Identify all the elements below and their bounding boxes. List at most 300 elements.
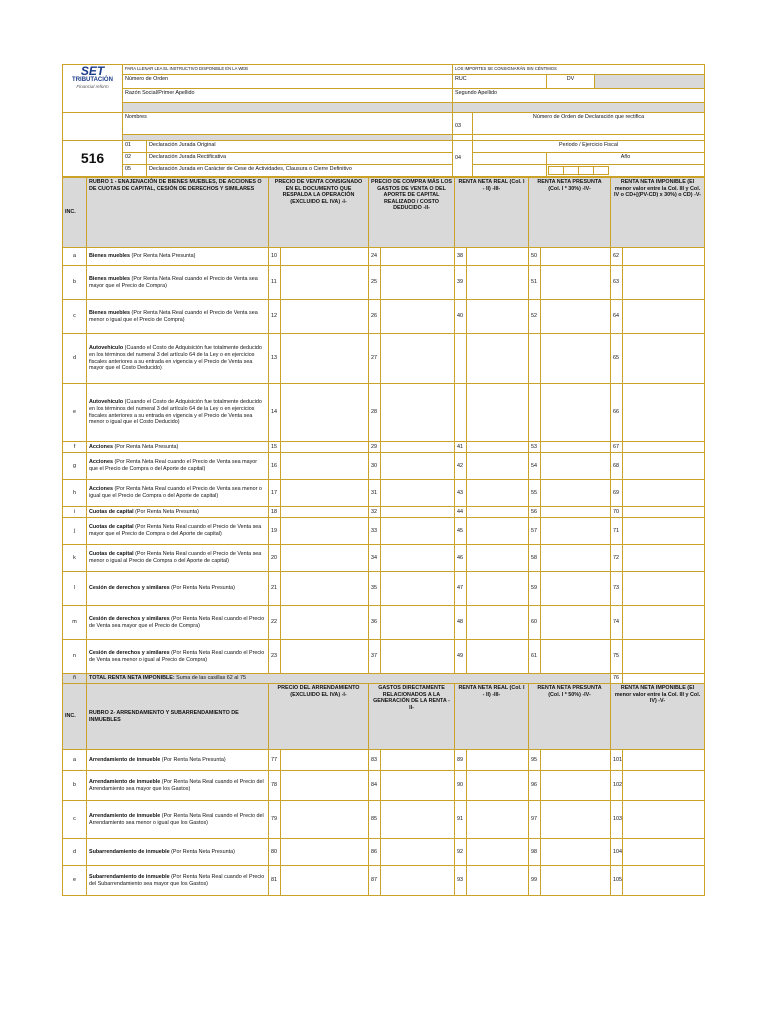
cell-input-c4[interactable] xyxy=(541,750,611,771)
cell-input-c3[interactable] xyxy=(467,866,529,896)
cell-input-c3[interactable] xyxy=(467,507,529,518)
row-inc: l xyxy=(63,572,87,606)
cell-code-c5: 101 xyxy=(611,750,623,771)
cell-input-c4[interactable] xyxy=(541,572,611,606)
ruc-field[interactable] xyxy=(453,75,547,89)
row-description xyxy=(87,750,269,771)
cell-input-c2[interactable] xyxy=(381,300,455,334)
row-item-bold: Cesión de derechos y similares xyxy=(89,585,170,592)
row-inc: m xyxy=(63,606,87,640)
cell-input-c1[interactable] xyxy=(281,266,369,300)
row-item-text: (Por Renta Neta Presunta) xyxy=(160,756,226,763)
rubro2-title: RUBRO 2- ARRENDAMIENTO Y SUBARRENDAMIENTO DE INMUEBLES xyxy=(87,684,269,750)
cell-code-c1: 80 xyxy=(269,839,281,866)
logo-mark: SET xyxy=(80,64,105,78)
total-inc: ñ xyxy=(63,674,87,684)
table-row xyxy=(63,839,705,866)
cell-input-c1[interactable] xyxy=(281,545,369,572)
cell-input-c4[interactable] xyxy=(541,480,611,507)
cell-input-c3[interactable] xyxy=(467,606,529,640)
cell-input-c5[interactable] xyxy=(623,545,705,572)
cell-input-c2[interactable] xyxy=(381,801,455,839)
cell-code-c1: 77 xyxy=(269,750,281,771)
cell-input-c2[interactable] xyxy=(381,606,455,640)
cell-input-c3[interactable] xyxy=(467,640,529,674)
rubro1-col2-header: PRECIO DE COMPRA MÁS LOS GASTOS DE VENTA O DEL APORTE DE CAPITAL REALIZADO / COSTO DEDUCIDO -II- xyxy=(369,178,455,248)
code-04: 04 xyxy=(453,141,473,177)
cell-input-c5[interactable] xyxy=(623,866,705,896)
row-item-bold: Cesión de derechos y similares xyxy=(89,649,170,656)
rubro1-col3-header: RENTA NETA REAL (Col. I - II) -III- xyxy=(455,178,529,248)
cell-input-c3[interactable] xyxy=(467,300,529,334)
row-inc: g xyxy=(63,453,87,480)
cell-input-c4[interactable] xyxy=(541,248,611,266)
row-item-text: (Cuando el Costo de Adquisición fue totalmente deducido en los términos del numeral 3 del artículo 64 de la Ley o en ejercicios fiscales anteriores a su entrada en vigencia y el Precio de Venta sea mayor que el Costo Deducido) xyxy=(89,345,262,372)
row-inc: b xyxy=(63,771,87,801)
row-item-bold: Cuotas de capital xyxy=(89,524,134,531)
row-inc: c xyxy=(63,801,87,839)
cell-input-c1[interactable] xyxy=(281,750,369,771)
form-number: 516 xyxy=(63,141,123,177)
table-row xyxy=(63,384,705,442)
cell-code-c2: 36 xyxy=(369,606,381,640)
cell-code-c3: 42 xyxy=(455,453,467,480)
cell-code-c2: 87 xyxy=(369,866,381,896)
cell-input-c1[interactable] xyxy=(281,606,369,640)
cell-input-c4[interactable] xyxy=(541,866,611,896)
row-item-text: (Por Renta Neta Real cuando el Precio del Subarrendamiento sea mayor que los Gastos) xyxy=(89,873,265,887)
cell-code-c3: 47 xyxy=(455,572,467,606)
rubro2-col3-header: RENTA NETA REAL (Col. I - II) -III- xyxy=(455,684,529,750)
cell-input-c1[interactable] xyxy=(281,453,369,480)
period-label: Periodo / Ejercicio Fiscal xyxy=(473,141,705,153)
cell-input-c4[interactable] xyxy=(541,771,611,801)
cell-code-c2: 34 xyxy=(369,545,381,572)
table-row xyxy=(63,453,705,480)
row-item-bold: Subarrendamiento de inmueble xyxy=(89,848,170,855)
cell-input-c3[interactable] xyxy=(467,750,529,771)
cell-code-c2: 83 xyxy=(369,750,381,771)
decl-code-01: 01 xyxy=(123,141,147,153)
row-item-bold: Autovehículo xyxy=(89,399,124,406)
cell-input-c3[interactable] xyxy=(467,771,529,801)
row-description xyxy=(87,572,269,606)
cell-input-c2[interactable] xyxy=(381,480,455,507)
cell-code-c3: 40 xyxy=(455,300,467,334)
cell-code-c5: 63 xyxy=(611,266,623,300)
row-item-bold: Cuotas de capital xyxy=(89,551,134,558)
cell-code-c4 xyxy=(529,334,541,384)
cell-input-c2[interactable] xyxy=(381,572,455,606)
cell-input-c4[interactable] xyxy=(541,334,611,384)
table-row xyxy=(63,266,705,300)
second-surname-field[interactable]: Segundo Apellido xyxy=(453,89,705,103)
total-code: 76 xyxy=(611,674,623,684)
rubro2-inc-header: INC. xyxy=(63,684,87,750)
decl-code-02: 02 xyxy=(123,153,147,165)
cell-code-c5: 66 xyxy=(611,384,623,442)
cell-input-c5[interactable] xyxy=(623,518,705,545)
cell-code-c3: 89 xyxy=(455,750,467,771)
cell-code-c1: 20 xyxy=(269,545,281,572)
cell-input-c3[interactable] xyxy=(467,480,529,507)
cell-input-c1[interactable] xyxy=(281,771,369,801)
dv-field[interactable] xyxy=(595,75,705,89)
cell-code-c1: 78 xyxy=(269,771,281,801)
row-inc: e xyxy=(63,866,87,896)
cell-code-c5: 68 xyxy=(611,453,623,480)
cell-input-c2[interactable] xyxy=(381,866,455,896)
cell-input-c1[interactable] xyxy=(281,866,369,896)
rubro2-col4-header: RENTA NETA PRESUNTA (Col. I * 50%) -IV- xyxy=(529,684,611,750)
period-blank xyxy=(473,153,547,165)
cell-input-c2[interactable] xyxy=(381,507,455,518)
row-inc: d xyxy=(63,334,87,384)
period-blank-2 xyxy=(473,165,547,177)
cell-code-c3: 93 xyxy=(455,866,467,896)
row-item-bold: Arrendamiento de inmueble xyxy=(89,812,161,819)
cell-input-c4[interactable] xyxy=(541,507,611,518)
ruc-label: RUC xyxy=(455,76,467,82)
rectify-order-field[interactable]: Número de Orden de Declaración que rectifica xyxy=(473,113,705,135)
cell-input-c5[interactable] xyxy=(623,640,705,674)
logo xyxy=(63,65,123,113)
rubro1-col5-header: RENTA NETA IMPONIBLE (El menor valor entre la Col. III y Col. IV o CD+[(PV-CD) x 30%) o CD) -V- xyxy=(611,178,705,248)
cell-code-c3: 41 xyxy=(455,442,467,453)
cell-input-c1[interactable] xyxy=(281,384,369,442)
cell-code-c2: 35 xyxy=(369,572,381,606)
second-surname-input[interactable] xyxy=(453,103,705,113)
dv-label: DV xyxy=(547,75,595,89)
cell-input-c4[interactable] xyxy=(541,839,611,866)
rubro1-col1-header: PRECIO DE VENTA CONSIGNADO EN EL DOCUMENTO QUE RESPALDA LA OPERACIÓN (EXCLUIDO EL IVA) -I- xyxy=(269,178,369,248)
cell-input-c3[interactable] xyxy=(467,545,529,572)
business-name-field[interactable]: Razón Social/Primer Apellido xyxy=(123,89,453,103)
table-row xyxy=(63,640,705,674)
rubro2-col5-header: RENTA NETA IMPONIBLE (El menor valor entre la Col. III y Col. IV) -V- xyxy=(611,684,705,750)
decl-code-05: 05 xyxy=(123,165,147,177)
cell-input-c3[interactable] xyxy=(467,839,529,866)
row-inc: a xyxy=(63,248,87,266)
form-516 xyxy=(62,64,704,896)
cell-input-c1[interactable] xyxy=(281,300,369,334)
cell-code-c3: 49 xyxy=(455,640,467,674)
cell-input-c4[interactable] xyxy=(541,518,611,545)
cell-input-c4[interactable] xyxy=(541,606,611,640)
row-item-bold: Bienes muebles xyxy=(89,309,131,316)
row-description xyxy=(87,300,269,334)
row-item-bold: Autovehículo xyxy=(89,345,124,352)
cell-input-c1[interactable] xyxy=(281,572,369,606)
cell-code-c1: 12 xyxy=(269,300,281,334)
cell-input-c5[interactable] xyxy=(623,572,705,606)
cell-input-c2[interactable] xyxy=(381,384,455,442)
cell-code-c5: 67 xyxy=(611,442,623,453)
cell-code-c2: 86 xyxy=(369,839,381,866)
row-inc: b xyxy=(63,266,87,300)
cell-code-c4: 95 xyxy=(529,750,541,771)
cell-input-c1[interactable] xyxy=(281,801,369,839)
cell-input-c1[interactable] xyxy=(281,442,369,453)
decl-original[interactable]: Declaración Jurada Original xyxy=(147,141,453,153)
code-03: 03 xyxy=(453,113,473,135)
cell-input-c5[interactable] xyxy=(623,771,705,801)
table-row xyxy=(63,866,705,896)
cell-code-c2: 27 xyxy=(369,334,381,384)
cell-code-c3: 92 xyxy=(455,839,467,866)
cell-code-c3: 45 xyxy=(455,518,467,545)
table-row xyxy=(63,248,705,266)
total-value[interactable] xyxy=(623,674,705,684)
cell-code-c3: 48 xyxy=(455,606,467,640)
row-item-text: (Por Renta Neta Presunta) xyxy=(169,585,235,592)
cell-code-c4: 55 xyxy=(529,480,541,507)
cell-code-c2: 28 xyxy=(369,384,381,442)
cell-code-c4: 60 xyxy=(529,606,541,640)
cell-input-c1[interactable] xyxy=(281,334,369,384)
cell-input-c2[interactable] xyxy=(381,248,455,266)
row-inc: k xyxy=(63,545,87,572)
cell-code-c4: 56 xyxy=(529,507,541,518)
cell-input-c4[interactable] xyxy=(541,545,611,572)
cell-code-c4: 52 xyxy=(529,300,541,334)
cell-input-c2[interactable] xyxy=(381,771,455,801)
cell-code-c2: 32 xyxy=(369,507,381,518)
cell-input-c5[interactable] xyxy=(623,839,705,866)
row-description xyxy=(87,480,269,507)
cell-code-c2: 26 xyxy=(369,300,381,334)
cell-code-c4: 96 xyxy=(529,771,541,801)
cell-code-c5: 62 xyxy=(611,248,623,266)
names-field[interactable]: Nombres xyxy=(123,113,453,135)
row-description xyxy=(87,266,269,300)
cell-input-c3[interactable] xyxy=(467,453,529,480)
cell-input-c3[interactable] xyxy=(467,248,529,266)
row-description xyxy=(87,248,269,266)
row-item-text: (Por Renta Neta Presunta) xyxy=(169,848,235,855)
cell-code-c1: 18 xyxy=(269,507,281,518)
cell-input-c4[interactable] xyxy=(541,384,611,442)
order-number-field[interactable]: Número de Orden xyxy=(123,75,453,89)
row-inc: c xyxy=(63,300,87,334)
cell-code-c1: 17 xyxy=(269,480,281,507)
logo-spacer xyxy=(63,113,123,141)
amounts-note: LOS IMPORTES SE CONSIGNARÁN SIN CÉNTIMOS xyxy=(453,65,705,75)
row-description xyxy=(87,507,269,518)
cell-code-c5: 73 xyxy=(611,572,623,606)
cell-input-c3[interactable] xyxy=(467,572,529,606)
row-item-bold: Acciones xyxy=(89,459,113,466)
cell-code-c5: 72 xyxy=(611,545,623,572)
row-item-text: (Por Renta Neta Real cuando el Precio de Venta sea menor o igual que el Precio de Compra o del Aporte de capital) xyxy=(89,486,262,499)
cell-code-c5: 105 xyxy=(611,866,623,896)
row-item-text: (Por Renta Neta Real cuando el Precio de Venta sea menor o igual al Precio de Compra o del Aporte de capital) xyxy=(89,551,262,564)
row-description xyxy=(87,334,269,384)
cell-input-c3[interactable] xyxy=(467,518,529,545)
cell-input-c1[interactable] xyxy=(281,248,369,266)
cell-code-c1: 19 xyxy=(269,518,281,545)
cell-code-c3: 44 xyxy=(455,507,467,518)
cell-input-c2[interactable] xyxy=(381,453,455,480)
cell-code-c4: 98 xyxy=(529,839,541,866)
row-item-text: (Por Renta Neta Real cuando el Precio de Venta sea mayor que el Precio de Compra o del Aporte de capital) xyxy=(89,459,258,472)
cell-input-c2[interactable] xyxy=(381,640,455,674)
table-row xyxy=(63,480,705,507)
total-bold: TOTAL RENTA NETA IMPONIBLE: xyxy=(89,675,175,681)
cell-input-c4[interactable] xyxy=(541,442,611,453)
cell-input-c5[interactable] xyxy=(623,384,705,442)
cell-code-c1: 15 xyxy=(269,442,281,453)
cell-code-c4: 51 xyxy=(529,266,541,300)
cell-code-c2: 85 xyxy=(369,801,381,839)
row-item-text: (Por Renta Neta Real cuando el Precio del Arrendamiento sea menor o igual que los Gastos) xyxy=(89,812,264,826)
row-description xyxy=(87,606,269,640)
row-item-bold: Subarrendamiento de inmueble xyxy=(89,873,170,880)
cell-code-c2: 24 xyxy=(369,248,381,266)
cell-code-c3 xyxy=(455,334,467,384)
cell-code-c1: 14 xyxy=(269,384,281,442)
cell-input-c1[interactable] xyxy=(281,640,369,674)
cell-code-c3: 90 xyxy=(455,771,467,801)
cell-input-c3[interactable] xyxy=(467,442,529,453)
table-row xyxy=(63,442,705,453)
cell-code-c2: 37 xyxy=(369,640,381,674)
rubro1-inc-header: INC. xyxy=(63,178,87,248)
cell-input-c1[interactable] xyxy=(281,518,369,545)
cell-input-c5[interactable] xyxy=(623,750,705,771)
row-inc: h xyxy=(63,480,87,507)
cell-code-c1: 22 xyxy=(269,606,281,640)
cell-code-c2: 33 xyxy=(369,518,381,545)
cell-code-c4: 57 xyxy=(529,518,541,545)
year-field[interactable] xyxy=(547,165,705,177)
cell-code-c3: 46 xyxy=(455,545,467,572)
cell-code-c1: 10 xyxy=(269,248,281,266)
decl-cese[interactable]: Declaración Jurada en Carácter de Cese de Actividades, Clausura o Cierre Definitivo xyxy=(147,165,453,177)
cell-input-c4[interactable] xyxy=(541,266,611,300)
rubro2-col1-header: PRECIO DEL ARRENDAMIENTO (EXCLUIDO EL IVA) -I- xyxy=(269,684,369,750)
total-label xyxy=(87,674,611,684)
cell-input-c2[interactable] xyxy=(381,266,455,300)
cell-code-c2: 31 xyxy=(369,480,381,507)
row-description xyxy=(87,442,269,453)
cell-code-c3: 39 xyxy=(455,266,467,300)
row-item-text: (Por Renta Neta Real cuando el Precio de Venta sea mayor que el Precio de Compra) xyxy=(89,615,265,629)
cell-code-c2: 25 xyxy=(369,266,381,300)
cell-input-c3[interactable] xyxy=(467,384,529,442)
cell-input-c5[interactable] xyxy=(623,606,705,640)
cell-input-c5[interactable] xyxy=(623,300,705,334)
cell-code-c4: 53 xyxy=(529,442,541,453)
cell-input-c4[interactable] xyxy=(541,640,611,674)
row-description xyxy=(87,640,269,674)
logo-name: TRIBUTACIÓN xyxy=(72,77,113,83)
row-item-bold: Bienes muebles xyxy=(89,253,131,260)
cell-code-c1: 21 xyxy=(269,572,281,606)
cell-code-c4: 61 xyxy=(529,640,541,674)
row-item-text: (Por Renta Neta Real cuando el Precio de Venta sea menor o igual que el Precio de Compra) xyxy=(89,309,258,323)
year-label: Año xyxy=(547,153,705,165)
cell-input-c5[interactable] xyxy=(623,248,705,266)
table-row xyxy=(63,507,705,518)
row-description xyxy=(87,801,269,839)
row-description xyxy=(87,453,269,480)
row-description xyxy=(87,866,269,896)
cell-input-c5[interactable] xyxy=(623,453,705,480)
cell-code-c5: 64 xyxy=(611,300,623,334)
cell-input-c5[interactable] xyxy=(623,266,705,300)
cell-code-c1: 23 xyxy=(269,640,281,674)
row-item-bold: Cesión de derechos y similares xyxy=(89,615,170,622)
business-name-input[interactable] xyxy=(123,103,453,113)
cell-input-c3[interactable] xyxy=(467,266,529,300)
cell-code-c2: 84 xyxy=(369,771,381,801)
row-description xyxy=(87,384,269,442)
cell-code-c4: 59 xyxy=(529,572,541,606)
cell-input-c5[interactable] xyxy=(623,507,705,518)
row-item-bold: Acciones xyxy=(89,486,113,493)
table-row xyxy=(63,300,705,334)
cell-input-c3[interactable] xyxy=(467,801,529,839)
row-item-text: (Por Renta Neta Real cuando el Precio de Venta sea mayor que el Precio de Compra) xyxy=(89,275,258,289)
cell-input-c4[interactable] xyxy=(541,801,611,839)
cell-code-c3 xyxy=(455,384,467,442)
rubro1-table xyxy=(62,177,705,896)
row-item-text: (Por Renta Neta Presunta) xyxy=(133,508,199,515)
cell-input-c5[interactable] xyxy=(623,801,705,839)
cell-input-c1[interactable] xyxy=(281,480,369,507)
cell-code-c4 xyxy=(529,384,541,442)
cell-input-c5[interactable] xyxy=(623,442,705,453)
cell-code-c1: 81 xyxy=(269,866,281,896)
row-description xyxy=(87,839,269,866)
row-item-text: (Por Renta Neta Presunta) xyxy=(130,253,196,260)
rubro1-col4-header: RENTA NETA PRESUNTA (Col. I * 30%) -IV- xyxy=(529,178,611,248)
cell-code-c5: 75 xyxy=(611,640,623,674)
cell-input-c5[interactable] xyxy=(623,334,705,384)
row-item-text: (Cuando el Costo de Adquisición fue totalmente deducido en los términos del numeral 3 del artículo 64 de la Ley o en ejercicios fiscales anteriores a su entrada en vigencia y el Precio de Venta sea menor o igual que el Costo Deducido) xyxy=(89,399,262,426)
cell-input-c4[interactable] xyxy=(541,453,611,480)
cell-input-c1[interactable] xyxy=(281,839,369,866)
cell-code-c1: 13 xyxy=(269,334,281,384)
row-inc: a xyxy=(63,750,87,771)
cell-input-c2[interactable] xyxy=(381,518,455,545)
cell-code-c4: 50 xyxy=(529,248,541,266)
cell-input-c2[interactable] xyxy=(381,750,455,771)
cell-code-c3: 91 xyxy=(455,801,467,839)
row-item-text: (Por Renta Neta Real cuando el Precio de Venta sea menor o igual al Precio de Compra) xyxy=(89,649,265,663)
cell-input-c2[interactable] xyxy=(381,334,455,384)
cell-input-c2[interactable] xyxy=(381,545,455,572)
cell-input-c2[interactable] xyxy=(381,442,455,453)
cell-code-c3: 38 xyxy=(455,248,467,266)
table-row xyxy=(63,750,705,771)
cell-input-c2[interactable] xyxy=(381,839,455,866)
rubro2-rows xyxy=(63,750,705,896)
row-item-text: (Por Renta Neta Real cuando el Precio del Arrendamiento sea mayor que los Gastos) xyxy=(89,778,264,792)
table-row xyxy=(63,518,705,545)
table-row xyxy=(63,771,705,801)
row-item-bold: Cuotas de capital xyxy=(89,508,134,515)
decl-rectificativa[interactable]: Declaración Jurada Rectificativa xyxy=(147,153,453,165)
cell-input-c1[interactable] xyxy=(281,507,369,518)
cell-code-c4: 58 xyxy=(529,545,541,572)
cell-code-c2: 29 xyxy=(369,442,381,453)
cell-input-c3[interactable] xyxy=(467,334,529,384)
rubro1-rows xyxy=(63,248,705,674)
cell-input-c4[interactable] xyxy=(541,300,611,334)
cell-input-c5[interactable] xyxy=(623,480,705,507)
